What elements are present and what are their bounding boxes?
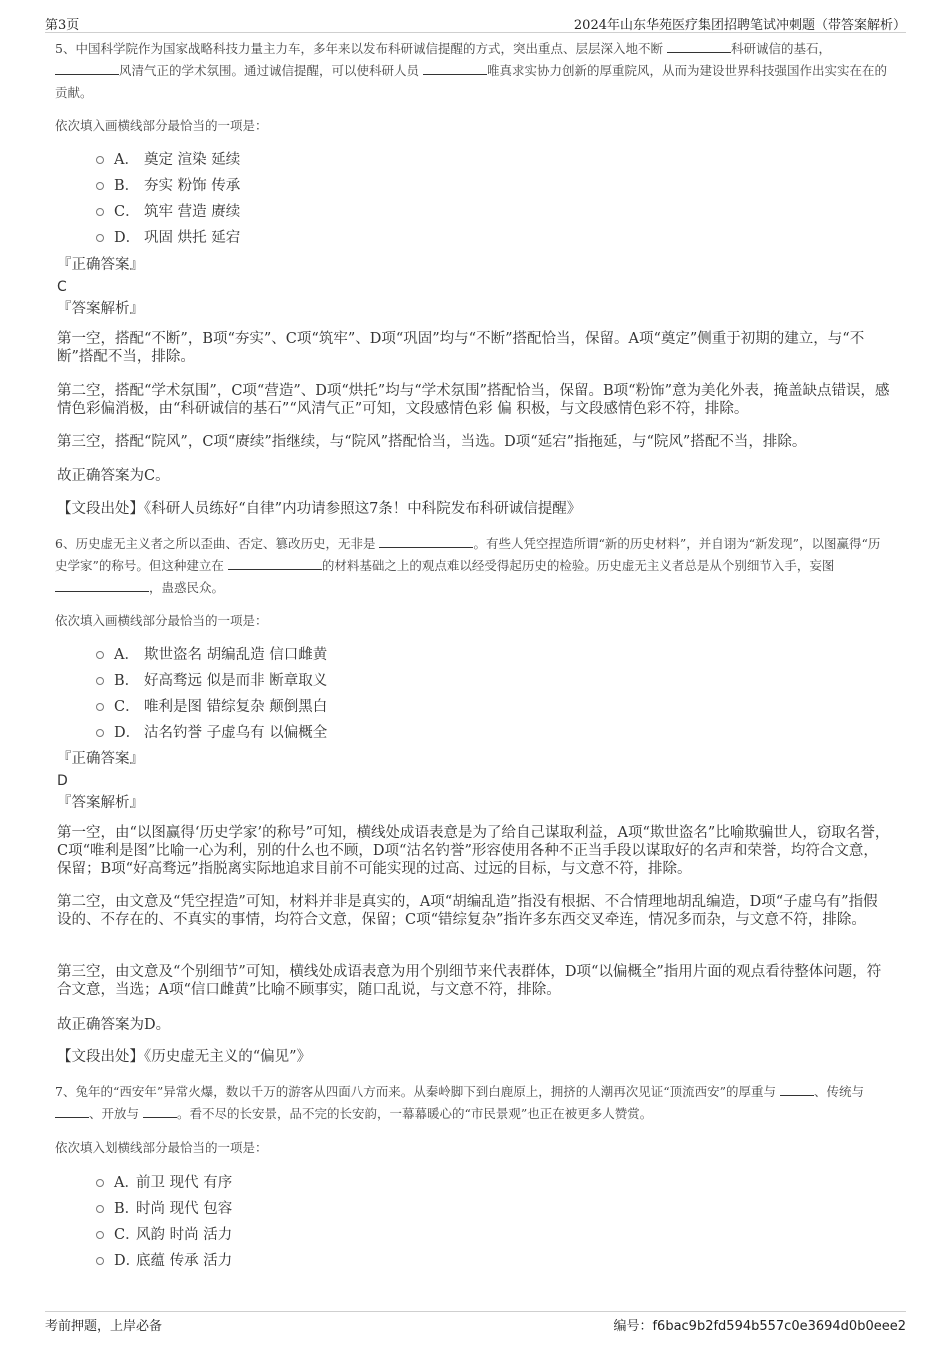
q6-option-a[interactable]: A． 欺世盗名 胡编乱造 信口雌黄 <box>96 640 327 666</box>
q6-conclusion: 故正确答案为D。 <box>57 1017 171 1033</box>
q5-option-d[interactable]: D． 巩固 烘托 延宕 <box>96 223 240 249</box>
question-5-stem <box>55 38 887 104</box>
q5-blank-3 <box>423 62 487 75</box>
q5-options <box>96 145 240 249</box>
q6-answer-block <box>57 748 144 814</box>
radio-icon[interactable] <box>96 182 104 190</box>
analysis-label: 『答案解析』 <box>57 795 144 811</box>
q6-analysis-3: 第三空，由文意及“个别细节”可知，横线处成语表意为用个别细节来代表群体，D项“以偏概全”指用片面的观点看待整体问题，符合文意，当选；A项“信口雌黄”比喻不顾事实，随口乱说，与文意不符，排除。 <box>57 964 882 998</box>
footer-code-label: 编号： <box>613 1319 653 1334</box>
q7-option-a[interactable]: A． 前卫 现代 有序 <box>96 1168 232 1194</box>
q5-text-2: 科研诚信的基石， <box>730 41 831 56</box>
q6-analysis-2: 第二空，由文意及“凭空捏造”可知，材料并非是真实的，A项“胡编乱造”指没有根据、不合情理地胡乱编造，D项“子虚乌有”指假设的、不存在的、不真实的事情，均符合文意，保留；C项“错综复杂”指许多东西交叉牵连，情况多而杂，与文意不符，排除。 <box>57 894 878 928</box>
q7-blank-2 <box>55 1105 89 1118</box>
question-6-stem <box>55 533 887 599</box>
q6-source: 【文段出处】《历史虚无主义的“偏见”》 <box>57 1049 312 1065</box>
analysis-label: 『答案解析』 <box>57 301 144 317</box>
answer-label: 『正确答案』 <box>57 257 144 273</box>
radio-icon[interactable] <box>96 651 104 659</box>
q6-option-d[interactable]: D． 沽名钓誉 子虚乌有 以偏概全 <box>96 718 327 744</box>
q7-option-c[interactable]: C． 风韵 时尚 活力 <box>96 1220 232 1246</box>
q6-options <box>96 640 327 744</box>
q6-option-b[interactable]: B． 好高骛远 似是而非 断章取义 <box>96 666 327 692</box>
q7-text-1: 7、兔年的“西安年”异常火爆，数以千万的游客从四面八方而来。从秦岭脚下到白鹿原上，拥挤的人潮再次见证“顶流西安”的厚重与 <box>55 1084 777 1099</box>
q5-text-3: 风清气正的学术氛围。通过诚信提醒，可以使科研人员 <box>119 63 420 78</box>
q5-blank-2 <box>55 62 119 75</box>
q5-conclusion: 故正确答案为C。 <box>57 468 170 484</box>
page-header <box>0 0 950 33</box>
q5-option-c[interactable]: C． 筑牢 营造 赓续 <box>96 197 240 223</box>
q7-option-b[interactable]: B． 时尚 现代 包容 <box>96 1194 232 1220</box>
q6-prompt: 依次填入画横线部分最恰当的一项是： <box>55 613 268 628</box>
q5-prompt: 依次填入画横线部分最恰当的一项是： <box>55 118 268 133</box>
question-7-stem <box>55 1081 887 1125</box>
q6-analysis-1: 第一空，由“以图赢得‘历史学家’的称号”可知，横线处成语表意是为了给自己谋取利益，A项“欺世盗名”比喻欺骗世人，窃取名誉，C项“唯利是图”比喻一心为利，别的什么也不顾，D项“沽名钓誉”形容使用各种不正当手段以谋取好的名声和荣誉，均符合文意，保留；B项“好高骛远”指脱离实际地追求目前不可能实现的过高、过远的目标，与文意不符，排除。 <box>57 825 890 877</box>
answer-value: C <box>57 279 67 295</box>
q7-text-4: 。看不尽的长安景，品不完的长安韵，一幕幕暖心的“市民景观”也正在被更多人赞赏。 <box>177 1106 653 1121</box>
q6-text-1: 6、历史虚无主义者之所以歪曲、否定、篡改历史，无非是 <box>55 536 376 551</box>
q6-text-4: ，蛊惑民众。 <box>149 580 225 595</box>
radio-icon[interactable] <box>96 703 104 711</box>
q6-option-c[interactable]: C． 唯利是图 错综复杂 颠倒黑白 <box>96 692 327 718</box>
radio-icon[interactable] <box>96 208 104 216</box>
q5-analysis-3: 第三空，搭配“院风”，C项“赓续”指继续，与“院风”搭配恰当，当选。D项“延宕”指拖延，与“院风”搭配不当，排除。 <box>57 434 807 450</box>
document-title: 2024年山东华苑医疗集团招聘笔试冲刺题（带答案解析） <box>573 18 906 33</box>
q6-blank-1 <box>379 535 473 548</box>
footer-divider <box>45 1311 906 1312</box>
q5-text-1: 5、中国科学院作为国家战略科技力量主力车，多年来以发布科研诚信提醒的方式，突出重点、层层深入地不断 <box>55 41 663 56</box>
radio-icon[interactable] <box>96 156 104 164</box>
q7-text-3: 、开放与 <box>89 1106 140 1121</box>
q5-source: 【文段出处】《科研人员练好“自律”内功请参照这7条！中科院发布科研诚信提醒》 <box>57 501 582 517</box>
q6-text-3: 的材料基础之上的观点难以经受得起历史的检验。历史虚无主义者总是从个别细节入手，妄图 <box>321 558 835 573</box>
q7-option-d[interactable]: D． 底蕴 传承 活力 <box>96 1246 232 1272</box>
radio-icon[interactable] <box>96 234 104 242</box>
radio-icon[interactable] <box>96 677 104 685</box>
q7-blank-3 <box>143 1105 177 1118</box>
q7-blank-1 <box>780 1083 814 1096</box>
radio-icon[interactable] <box>96 1179 104 1187</box>
radio-icon[interactable] <box>96 729 104 737</box>
answer-label: 『正确答案』 <box>57 751 144 767</box>
q6-blank-3 <box>55 579 149 592</box>
q6-blank-2 <box>228 557 322 570</box>
footer-code <box>613 1315 906 1334</box>
radio-icon[interactable] <box>96 1205 104 1213</box>
q5-text-4: 唯真求实协力创新的厚重院风，从而为建设世界科技强国作出实实在在的贡献。 <box>55 63 888 100</box>
q5-answer-block <box>57 254 144 320</box>
answer-value: D <box>57 773 68 789</box>
q5-analysis-2: 第二空，搭配“学术氛围”，C项“营造”、D项“烘托”均与“学术氛围”搭配恰当，保留。B项“粉饰”意为美化外表，掩盖缺点错误，感情色彩偏消极，由“科研诚信的基石”“风清气正”可知，文段感情色彩 偏 积极，与文段感情色彩不符，排除。 <box>57 383 890 417</box>
q7-text-2: 、传统与 <box>814 1084 865 1099</box>
q5-option-b[interactable]: B． 夯实 粉饰 传承 <box>96 171 240 197</box>
q6-text-2: 。有些人凭空捏造所谓“新的历史材料”，并自诩为“新发现”，以图赢得“历史学家”的称号。但这种建立在 <box>55 536 881 573</box>
q5-option-a[interactable]: A． 奠定 渲染 延续 <box>96 145 240 171</box>
radio-icon[interactable] <box>96 1257 104 1265</box>
q5-blank-1 <box>667 40 731 53</box>
q7-prompt: 依次填入划横线部分最恰当的一项是： <box>55 1140 268 1155</box>
q7-options <box>96 1168 232 1272</box>
header-divider <box>45 32 906 33</box>
page-number: 第3页 <box>45 18 80 33</box>
q5-analysis-1: 第一空，搭配“不断”，B项“夯实”、C项“筑牢”、D项“巩固”均与“不断”搭配恰当，保留。A项“奠定”侧重于初期的建立，与“不断”搭配不当，排除。 <box>57 331 865 365</box>
footer-slogan: 考前押题，上岸必备 <box>45 1319 163 1334</box>
footer-code-value: f6bac9b2fd594b557c0e3694d0b0eee2 <box>652 1319 906 1334</box>
radio-icon[interactable] <box>96 1231 104 1239</box>
